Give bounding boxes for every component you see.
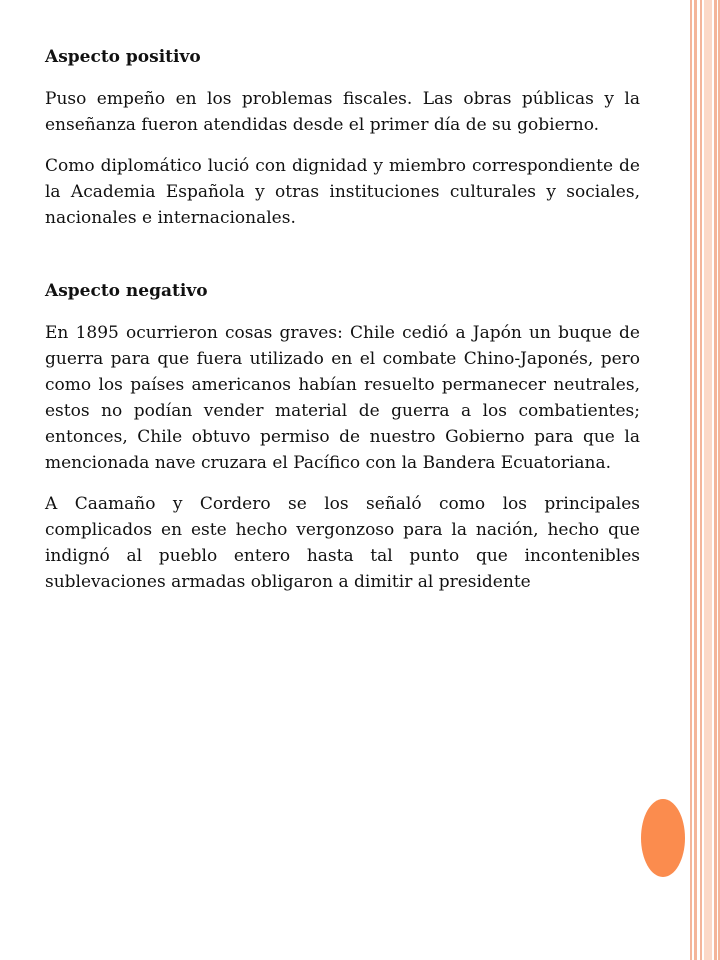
negative-paragraph-2: A Caamaño y Cordero se los señaló como los principales complicados en este hecho vergonzoso para la nación, hecho que indignó al pueblo entero hasta tal punto que incontenibles sublevaciones armadas obligaron a dimitir al presidente	[45, 494, 640, 592]
decorative-stripe	[690, 0, 692, 960]
decorative-stripe	[694, 0, 697, 960]
slide-content	[45, 44, 640, 610]
decorative-stripe	[714, 0, 717, 960]
negative-paragraph-1: En 1895 ocurrieron cosas graves: Chile cedió a Japón un buque de guerra para que fuera utilizado en el combate Chino-Japonés, pero como los países americanos habían resuelto permanecer neutrales, estos no podían vender material de guerra a los combatientes; entonces, Chile obtuvo permiso de nuestro Gobierno para que la mencionada nave cruzara el Pacífico con la Bandera Ecuatoriana.	[45, 323, 640, 473]
positive-paragraph-1: Puso empeño en los problemas fiscales. Las obras públicas y la enseñanza fueron atendidas desde el primer día de su gobierno.	[45, 89, 640, 135]
positive-paragraph-2: Como diplomático lució con dignidad y miembro correspondiente de la Academia Española y otras instituciones culturales y sociales, nacionales e internacionales.	[45, 156, 640, 228]
decorative-stripe	[704, 0, 712, 960]
negative-heading: Aspecto negativo	[45, 281, 208, 301]
positive-heading: Aspecto positivo	[45, 47, 201, 67]
decorative-stripe	[700, 0, 702, 960]
section-spacer	[45, 246, 640, 278]
decorative-oval	[641, 799, 685, 877]
